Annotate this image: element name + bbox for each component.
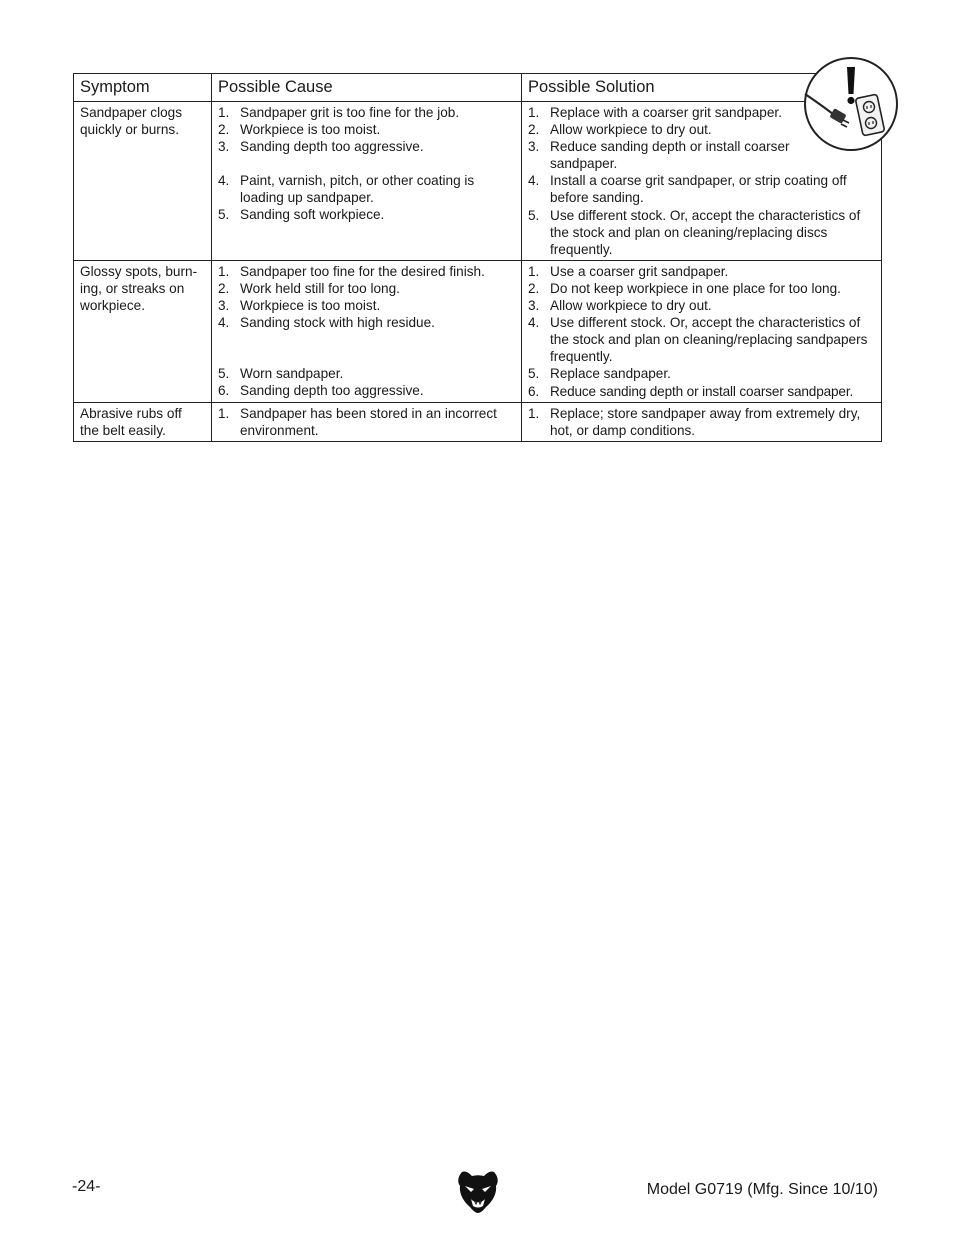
list-item: 6. Reduce sanding depth or install coarser sandpaper. — [528, 383, 854, 399]
solution-list — [528, 405, 875, 439]
list-item: 6. Sanding depth too aggressive. — [218, 383, 424, 399]
table-header-row — [74, 74, 882, 102]
symptom-cell — [74, 260, 212, 402]
list-item: 1. Use a coarser grit sandpaper. — [528, 263, 729, 279]
list-item: 3. Workpiece is too moist. — [218, 298, 381, 314]
list-item: 1. Replace; store sandpaper away from extremely dry, hot, or damp conditions. — [528, 405, 861, 438]
header-possible-cause: Possible Cause — [212, 74, 522, 102]
list-item: 5. Sanding soft workpiece. — [218, 207, 385, 223]
cause-cell — [212, 260, 522, 402]
header-symptom: Symptom — [74, 74, 212, 102]
list-item: 5. Use different stock. Or, accept the characteristics of the stock and plan on cleaning/replacing discs frequently. — [528, 207, 861, 257]
symptom-text: Glossy spots, burn-ing, or streaks on workpiece. — [80, 263, 198, 314]
list-item: 4. Use different stock. Or, accept the characteristics of the stock and plan on cleaning/replacing sandpapers frequently. — [528, 315, 868, 365]
list-item: 5. Replace sandpaper. — [528, 366, 671, 382]
bear-logo-icon — [456, 1168, 500, 1214]
model-label: Model G0719 (Mfg. Since 10/10) — [646, 1181, 878, 1198]
list-item: 1. Sandpaper has been stored in an incorrect environment. — [218, 405, 497, 438]
list-item: 1. Sandpaper grit is too fine for the job. — [218, 105, 460, 120]
table-row — [74, 102, 882, 261]
cause-list — [218, 405, 515, 439]
page-number: -24- — [72, 1178, 101, 1195]
list-item: 2. Work held still for too long. — [218, 280, 400, 296]
cause-list — [218, 104, 515, 224]
list-item: 3. Allow workpiece to dry out. — [528, 298, 712, 314]
table-row — [74, 260, 882, 402]
troubleshooting-table — [73, 73, 882, 442]
solution-cell — [522, 402, 882, 441]
header-possible-solution: Possible Solution — [522, 74, 882, 102]
solution-list — [528, 263, 875, 400]
list-item: 3. Reduce sanding depth or install coarser sandpaper. — [528, 139, 790, 172]
cause-list — [218, 263, 515, 400]
symptom-text: Abrasive rubs off the belt easily. — [80, 405, 182, 438]
list-item: 4. Paint, varnish, pitch, or other coating is loading up sandpaper. — [218, 173, 475, 206]
list-item: 5. Worn sandpaper. — [218, 366, 344, 382]
symptom-text: Sandpaper clogs quickly or burns. — [80, 105, 183, 138]
list-item: 1. Replace with a coarser grit sandpaper. — [528, 105, 782, 120]
solution-cell — [522, 260, 882, 402]
list-item: 4. Install a coarse grit sandpaper, or strip coating off before sanding. — [528, 173, 847, 206]
list-item: 3. Sanding depth too aggressive. — [218, 139, 424, 155]
symptom-cell — [74, 402, 212, 441]
electrical-warning-icon — [803, 56, 899, 152]
list-item: 2. Allow workpiece to dry out. — [528, 122, 712, 138]
list-item: 1. Sandpaper too fine for the desired finish. — [218, 263, 485, 279]
cause-cell — [212, 402, 522, 441]
cause-cell — [212, 102, 522, 261]
symptom-cell — [74, 102, 212, 261]
list-item: 4. Sanding stock with high residue. — [218, 315, 435, 331]
table-row — [74, 402, 882, 441]
list-item: 2. Do not keep workpiece in one place for too long. — [528, 280, 841, 296]
list-item: 2. Workpiece is too moist. — [218, 122, 381, 138]
